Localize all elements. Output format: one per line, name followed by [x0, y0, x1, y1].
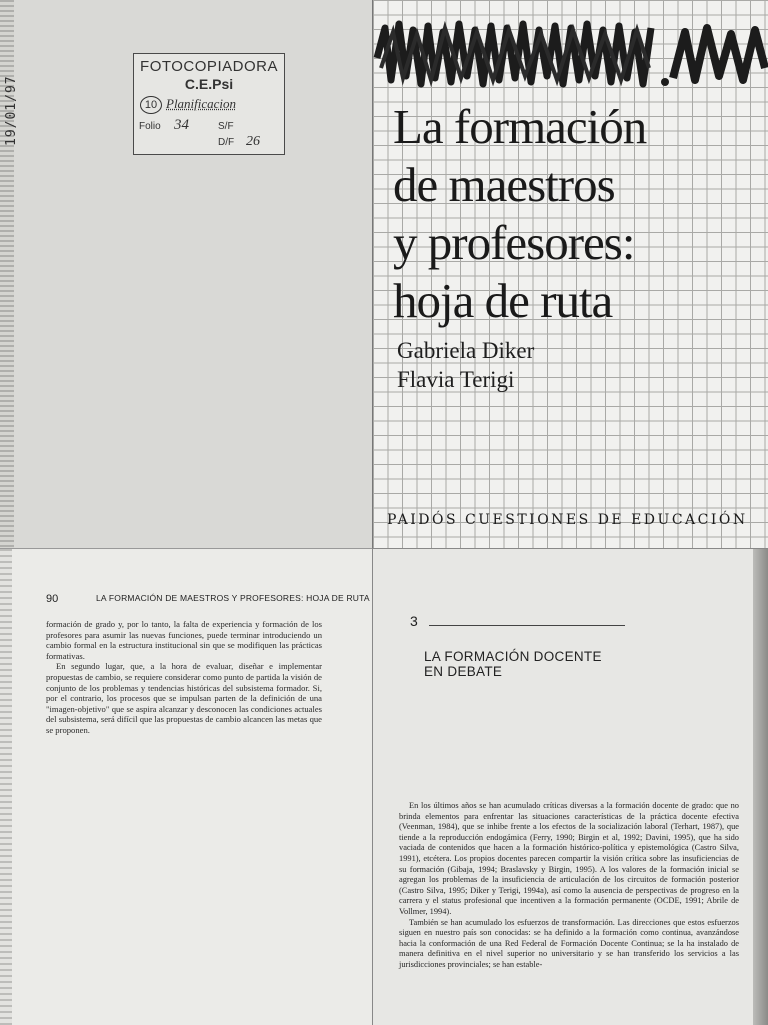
- book-cover: [372, 0, 768, 548]
- chapter-title-line: EN DEBATE: [424, 664, 503, 679]
- stamp-item-number: 10: [140, 96, 162, 114]
- cover-title-line: La formación: [393, 99, 647, 154]
- handwritten-code: 19/01/97: [4, 75, 19, 146]
- paragraph: También se han acumulado los esfuerzos de transformación. Las direcciones que estos esfuerzos siguen en nuestro país son conocidas: se ha definido a la formación como continua, avanzándose hacia la conformación de una Red Federal de Formación Docente Continua; se la ha instalado de manera definitiva en el nivel superior no universitario y se han transferido los servicios a las jurisdicciones provinciales; se han estable-: [399, 917, 739, 969]
- scan-margin-area: [0, 0, 373, 548]
- page-body: [46, 619, 322, 736]
- chapter-body: [399, 801, 739, 971]
- scan-edge: [0, 549, 12, 1025]
- chapter-number: 3: [410, 613, 418, 629]
- running-head: LA FORMACIÓN DE MAESTROS Y PROFESORES: HOJA DE RUTA: [96, 593, 370, 603]
- stamp-df-label: D/F: [218, 137, 235, 148]
- chapter-title-line: LA FORMACIÓN DOCENTE: [424, 649, 602, 664]
- paragraph: En los últimos años se han acumulado críticas diversas a la formación docente de grado: que no brinda elementos para enfrentar las situaciones características de la práctica docente efectiva (Veenman, 1984), que se inhibe frente a los efectos de la socialización laboral (Terhart, 1987), que tiende a la reproducción endogámica (Ferry, 1990; Birgin et al, 1992; Davini, 1995), que ha sido vaciada de contenidos que hacen a la formación histórico-política y epistemológica (Castro Silva, 1991), etcétera. Los propios docentes parecen compartir la visión crítica sobre las insuficiencias de su formación (Gibaja, 1994; Braslavsky y Birgin, 1995). A los valores de la formación inicial se agregan los problemas de la insuficiencia de articulación de los circuitos de formación posterior (Castro Silva, 1995; Diker y Terigi, 1994a), así como la ausencia de perspectivas de progreso en la carrera y el status profesional que incentiven a la formación permanente (OCDE, 1991; Abrile de Vollmer, 1994).: [399, 801, 739, 916]
- cover-title: [393, 98, 763, 330]
- page-90: [0, 548, 372, 1025]
- cover-authors: [397, 336, 534, 394]
- stamp-sf-label: S/F: [218, 121, 234, 132]
- author-name: Gabriela Diker: [397, 338, 535, 363]
- author-name: Flavia Terigi: [397, 367, 515, 392]
- paragraph: En segundo lugar, que, a la hora de evaluar, diseñar e implementar propuestas de cambio, se requiere considerar como punto de partida la visión de conjunto de los problemas y tendencias históricas del subsistema formador. Si, por el contrario, los procesos que se impulsan parten de la definición de una "imagen-objetivo" que se aspira alcanzar y desconocen las condiciones actuales del subsistema, será difícil que las propuestas de cambio alcancen las metas que se proponen.: [46, 661, 322, 735]
- photocopy-stamp: [133, 53, 285, 155]
- stamp-org: C.E.Psi: [184, 76, 234, 92]
- stamp-title: FOTOCOPIADORA: [140, 58, 278, 75]
- cover-series: PAIDÓS CUESTIONES DE EDUCACIÓN: [387, 512, 748, 528]
- paragraph: formación de grado y, por lo tanto, la falta de experiencia y formación de los profesores para asumir las nuevas funciones, puede terminar introduciendo un cambio formal en la estructura institucional sin que se modifiquen las prácticas formativas.: [46, 619, 322, 661]
- page-number: 90: [46, 593, 59, 605]
- cover-scribble-band: [373, 18, 768, 92]
- stamp-df-value: 26: [246, 134, 260, 149]
- cover-title-line: hoja de ruta: [393, 273, 613, 328]
- cover-title-line: de maestros: [393, 157, 615, 212]
- stamp-folio-value: 34: [174, 117, 189, 133]
- chapter-rule: [429, 625, 625, 626]
- chapter-title: [424, 649, 602, 679]
- chapter-page: [372, 548, 768, 1025]
- scan-edge: [753, 549, 768, 1025]
- stamp-folio-label: Folio: [139, 121, 161, 132]
- cover-title-line: y profesores:: [393, 215, 635, 270]
- stamp-subject: Planificacion: [166, 96, 237, 111]
